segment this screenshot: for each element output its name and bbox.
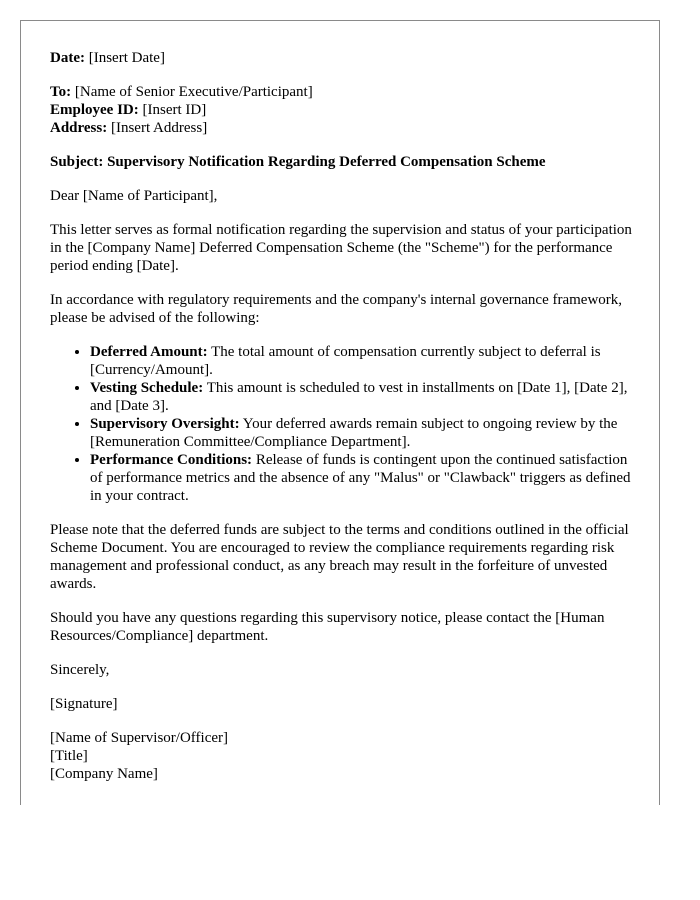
- letter-page: [20, 20, 660, 805]
- employee-id-label: Employee ID:: [50, 102, 139, 118]
- list-item: [90, 451, 640, 505]
- date-block: [50, 49, 640, 67]
- employee-id-line: [50, 101, 640, 119]
- bullet-label: Vesting Schedule:: [90, 380, 204, 396]
- to-value: [Name of Senior Executive/Participant]: [74, 84, 313, 100]
- closing: Sincerely,: [50, 662, 110, 678]
- date-value: [Insert Date]: [88, 50, 165, 66]
- subject-line: Subject: Supervisory Notification Regarding Deferred Compensation Scheme: [50, 154, 546, 170]
- signer-title: [Title]: [50, 748, 88, 764]
- bullet-label: Supervisory Oversight:: [90, 416, 240, 432]
- list-item: [90, 415, 640, 451]
- address-value: [Insert Address]: [110, 120, 208, 136]
- paragraph-terms: Please note that the deferred funds are subject to the terms and conditions outlined in the official Scheme Document. You are encouraged to review the compliance requirements regarding risk management and professional conduct, as any breach may result in the forfeiture of unvested awards.: [50, 522, 629, 592]
- signer-name: [Name of Supervisor/Officer]: [50, 730, 228, 746]
- bullet-text: This amount is scheduled to vest in installments on [Date 1], [Date 2], and [Date 3].: [90, 380, 628, 414]
- paragraph-contact: Should you have any questions regarding this supervisory notice, please contact the [Human Resources/Compliance] department.: [50, 610, 605, 644]
- list-item: [90, 343, 640, 379]
- paragraph-advisory: In accordance with regulatory requirements and the company's internal governance framework, please be advised of the following:: [50, 292, 623, 326]
- address-label: Address:: [50, 120, 108, 136]
- signer-company: [Company Name]: [50, 766, 158, 782]
- to-line: [50, 83, 640, 101]
- signature: [Signature]: [50, 696, 118, 712]
- address-line: [50, 119, 640, 137]
- bullet-text: The total amount of compensation currently subject to deferral is [Currency/Amount].: [90, 344, 601, 378]
- to-label: To:: [50, 84, 72, 100]
- employee-id-value: [Insert ID]: [142, 102, 207, 118]
- bullet-text: Release of funds is contingent upon the continued satisfaction of performance metrics and the absence of any "Malus" or "Clawback" triggers as defined in your contract.: [90, 452, 631, 504]
- signer-block: [50, 729, 640, 783]
- date-label: Date:: [50, 50, 85, 66]
- paragraph-intro: This letter serves as formal notification regarding the supervision and status of your participation in the [Company Name] Deferred Compensation Scheme (the "Scheme") for the performance period ending [Date].: [50, 222, 632, 274]
- bullet-text: Your deferred awards remain subject to ongoing review by the [Remuneration Committee/Compliance Department].: [90, 416, 618, 450]
- letter-content: [50, 49, 640, 783]
- list-item: [90, 379, 640, 415]
- bullet-label: Performance Conditions:: [90, 452, 253, 468]
- terms-list: [50, 343, 640, 505]
- bullet-label: Deferred Amount:: [90, 344, 208, 360]
- recipient-block: [50, 83, 640, 137]
- salutation: Dear [Name of Participant],: [50, 188, 218, 204]
- date-line: [50, 49, 640, 67]
